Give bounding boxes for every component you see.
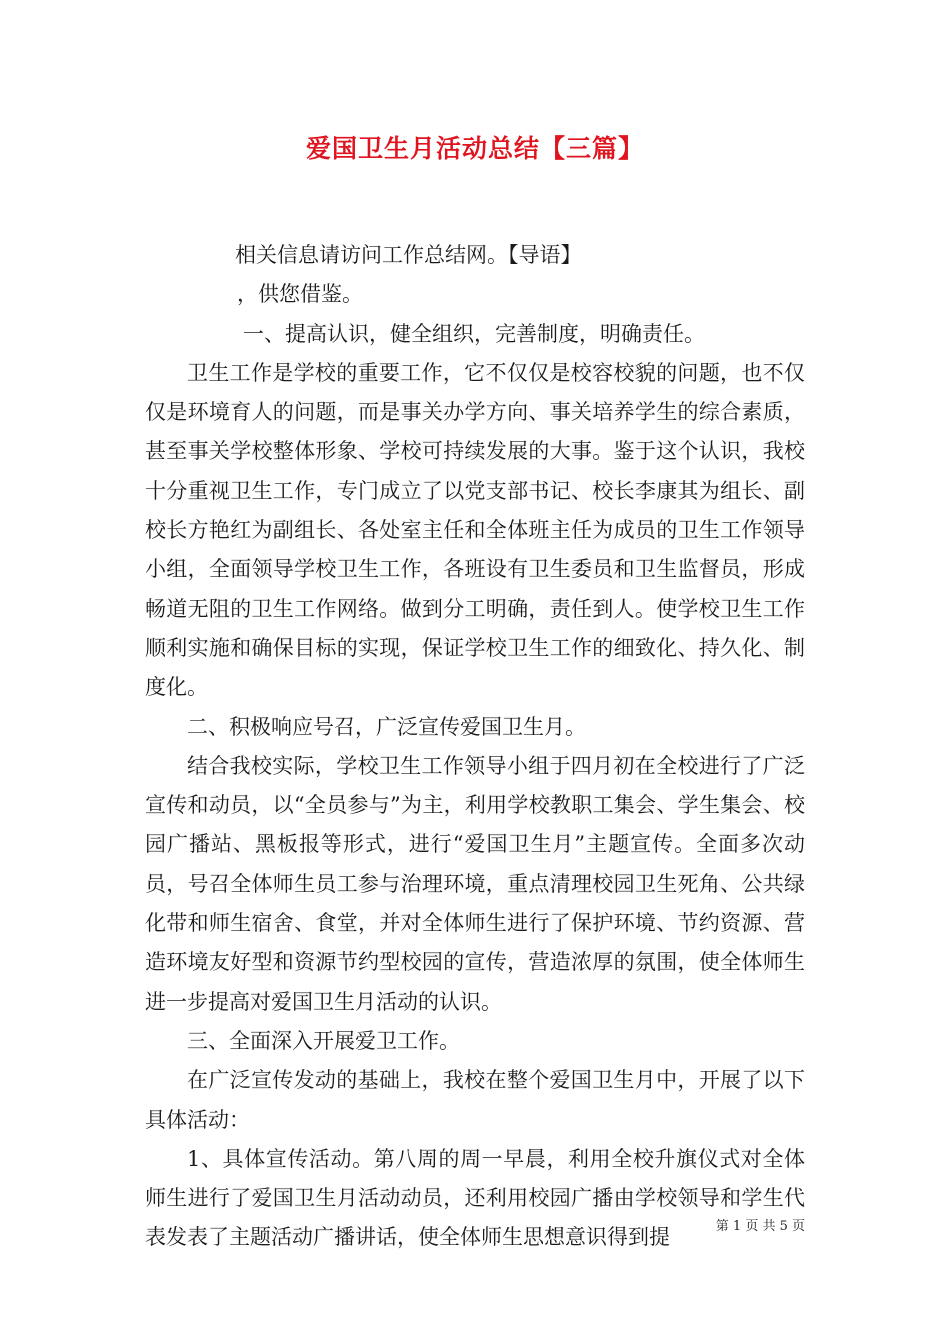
paragraph-section-3-intro: 在广泛宣传发动的基础上，我校在整个爱国卫生月中，开展了以下具体活动： bbox=[145, 1068, 805, 1132]
section-heading-2: 二、积极响应号召，广泛宣传爱国卫生月。 bbox=[187, 714, 586, 739]
paragraph-section-1: 卫生工作是学校的重要工作，它不仅仅是校容校貌的问题，也不仅仅是环境育人的问题，而是事关办学方向、事关培养学生的综合素质，甚至事关学校整体形象、学校可持续发展的大事。鉴于这个认识，我校十分重视卫生工作，专门成立了以党支部书记、校长李康其为组长、副校长方艳红为副组长、各处室主任和全体班主任为成员的卫生工作领导小组，全面领导学校卫生工作，各班设有卫生委员和卫生监督员，形成畅道无阻的卫生工作网络。做到分工明确，责任到人。使学校卫生工作顺利实施和确保目标的实现，保证学校卫生工作的细致化、持久化、制度化。 bbox=[145, 360, 805, 700]
page-number: 第 1 页 共 5 页 bbox=[715, 1219, 805, 1234]
paragraph-activity-1: 1、具体宣传活动。第八周的周一早晨，利用全校升旗仪式对全体师生进行了爱国卫生月活动动员，还利用校园广播由学校领导和学生代表发表了主题活动广播讲话，使全体师生思想意识得到提 bbox=[145, 1146, 805, 1250]
document-title: 爱国卫生月活动总结【三篇】 bbox=[305, 134, 644, 163]
section-heading-3: 三、全面深入开展爱卫工作。 bbox=[187, 1028, 460, 1053]
section-heading-1: 一、提高认识，健全组织，完善制度，明确责任。 bbox=[243, 321, 705, 346]
paragraph-reference: ，供您借鉴。 bbox=[237, 282, 363, 307]
paragraph-section-2: 结合我校实际，学校卫生工作领导小组于四月初在全校进行了广泛宣传和动员，以“全员参与”为主，利用学校教职工集会、学生集会、校园广播站、黑板报等形式，进行“爱国卫生月”主题宣传。全面多次动员，号召全体师生员工参与治理环境，重点清理校园卫生死角、公共绿化带和师生宿舍、食堂，并对全体师生进行了保护环境、节约资源、营造环境友好型和资源节约型校园的宣传，营造浓厚的氛围，使全体师生进一步提高对爱国卫生月活动的认识。 bbox=[145, 753, 805, 1014]
document-body bbox=[145, 236, 805, 1258]
paragraph-intro: 相关信息请访问工作总结网。【导语】 bbox=[235, 243, 582, 267]
